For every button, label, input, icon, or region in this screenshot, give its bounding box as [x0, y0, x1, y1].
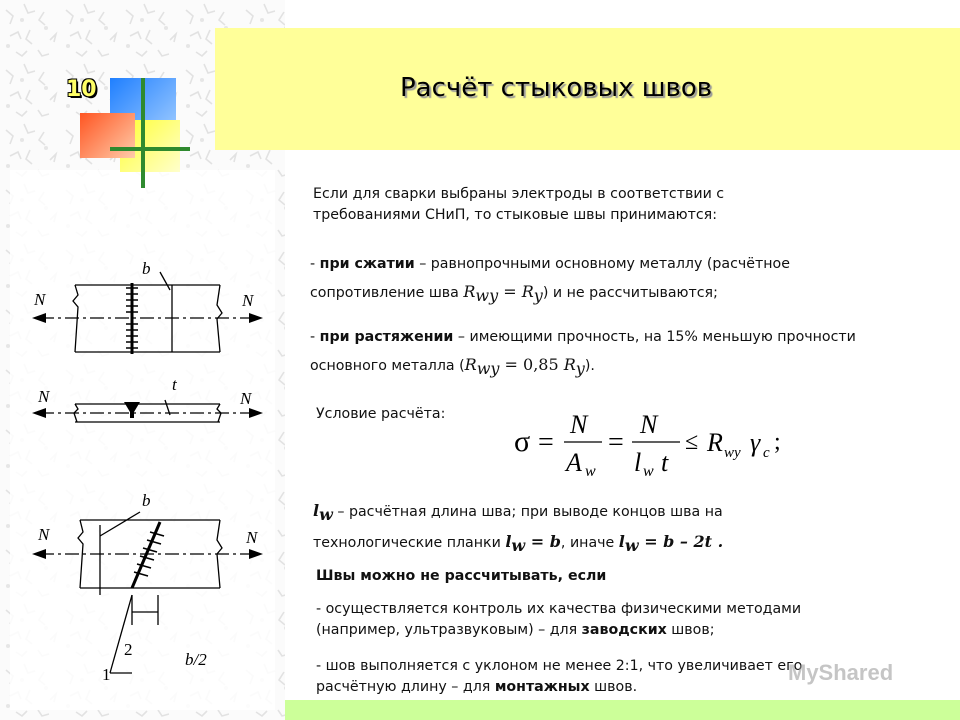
compression-text-b: ) и не рассчитываются;: [542, 285, 718, 301]
formula-le: ≤: [685, 429, 699, 455]
top-N-left: N: [34, 290, 46, 309]
slope-two-label: 2: [124, 640, 133, 659]
logo-green-horizontal-line: [110, 147, 190, 151]
lw-l2-sub: w: [511, 535, 526, 555]
watermark-text: MyShared: [788, 660, 894, 685]
condition-label: Условие расчёта:: [316, 406, 446, 422]
formula-sigma: σ: [514, 425, 531, 458]
top-b-label: b: [142, 259, 151, 278]
lw-text-b: , иначе: [560, 534, 619, 551]
compression-R2-sub: y: [533, 285, 543, 305]
bullet-factory: [316, 599, 876, 641]
intro-text: Если для сварки выбраны электроды в соответствии с требованиями СНиП, то стыковые швы принимаются:: [313, 186, 725, 223]
formula-A: A: [566, 448, 582, 477]
tension-text-a: – имеющими прочность, на 15% меньшую прочности основного металла (: [310, 329, 856, 374]
tension-bold: при растяжении: [319, 329, 454, 345]
tension-R-sub: wy: [476, 358, 500, 378]
slide-number: 10: [66, 77, 97, 102]
formula-A-sub: w: [585, 463, 596, 480]
compression-R: R: [463, 282, 476, 301]
lw-eq1: = b: [525, 531, 561, 551]
lw-l-sub: w: [319, 504, 333, 524]
design-formula: [510, 405, 800, 483]
formula-N1: N: [570, 410, 588, 439]
tension-R: R: [464, 355, 477, 374]
formula-R: R: [707, 428, 723, 457]
tension-dash: -: [310, 329, 320, 345]
bullet2-text-a: - шов выполняется с уклоном не менее 2:1, что увеличивает его расчётную длину – для: [316, 658, 803, 695]
bottom-b-label: b: [142, 491, 151, 510]
compression-R2: R: [521, 282, 534, 301]
formula-eq2: =: [608, 427, 624, 458]
logo-red-square: [80, 113, 135, 158]
lw-text-a: – расчётная длина шва; при выводе концов шва на технологические планки: [313, 504, 723, 551]
weld-diagram: [20, 250, 270, 690]
lw-l2: l: [505, 531, 512, 551]
tension-eq: = 0,85: [499, 355, 564, 374]
lw-l: l: [313, 501, 320, 520]
compression-R-sub: wy: [475, 285, 499, 305]
slope-one-label: 1: [102, 665, 111, 684]
bottom-N-left: N: [38, 525, 50, 544]
bullet1-text-b: швов;: [666, 622, 715, 638]
bullet2-text-b: швов.: [589, 679, 638, 695]
formula-l-sub: w: [643, 463, 654, 480]
formula-end: ;: [774, 429, 781, 455]
formula-t: t: [661, 448, 669, 477]
formula-R-sub: wy: [724, 445, 741, 461]
top-N-right: N: [242, 291, 254, 310]
formula-l: l: [634, 448, 642, 477]
tension-paragraph: [310, 324, 870, 382]
compression-bold: при сжатии: [319, 256, 415, 272]
formula-N2: N: [640, 410, 658, 439]
bullet2-bold: монтажных: [494, 679, 590, 695]
compression-dash: -: [310, 256, 320, 272]
b-half-label: b/2: [185, 650, 207, 669]
logo-green-vertical-line: [141, 78, 145, 188]
lw-l3-sub: w: [624, 535, 639, 555]
tension-R2-sub: y: [575, 358, 585, 378]
formula-gamma: γ: [750, 428, 761, 457]
no-calc-heading: Швы можно не рассчитывать, если: [316, 568, 607, 584]
middle-t-label: t: [172, 375, 177, 394]
bottom-strip: [285, 700, 960, 720]
middle-N-right: N: [240, 389, 252, 408]
bullet1-bold: заводских: [581, 622, 667, 638]
middle-N-left: N: [38, 387, 50, 406]
lw-eq2: = b – 2t .: [638, 531, 724, 551]
lw-definition: [313, 497, 783, 559]
tension-text-b: ).: [584, 358, 595, 374]
compression-paragraph: [310, 251, 880, 309]
slide-title: Расчёт стыковых швов: [400, 73, 713, 103]
formula-gamma-sub: c: [763, 445, 770, 461]
bottom-N-right: N: [246, 528, 258, 547]
tension-R2: R: [563, 355, 576, 374]
bullet1-text-a: - осуществляется контроль их качества физическими методами (например, ультразвуковым) – для: [316, 601, 802, 638]
formula-eq1: =: [538, 427, 554, 458]
compression-text-a: – равнопрочными основному металлу (расчётное сопротивление шва: [310, 256, 790, 301]
lw-l3: l: [618, 531, 625, 551]
intro-paragraph: [313, 184, 793, 226]
compression-eq: =: [498, 282, 522, 301]
